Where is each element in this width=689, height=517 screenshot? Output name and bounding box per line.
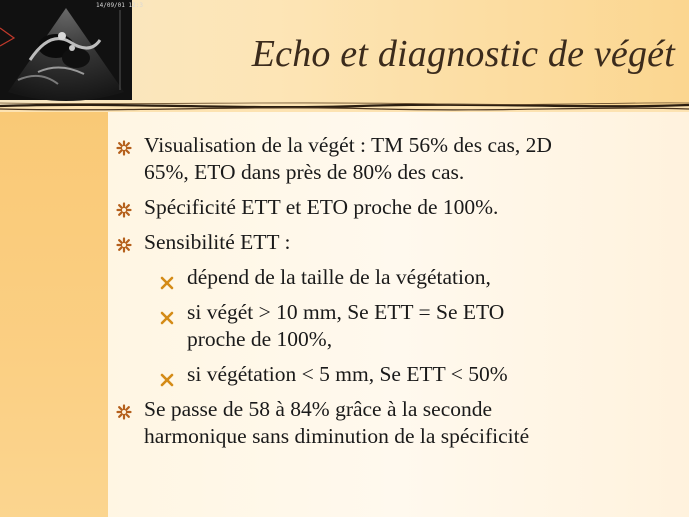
bullet-list <box>116 132 676 458</box>
x-bullet-icon <box>160 367 174 381</box>
bullet-text-line: 65%, ETO dans près de 80% des cas. <box>144 160 465 184</box>
ultrasound-scan-graphic <box>0 0 132 100</box>
bullet-item <box>116 132 676 186</box>
sub-bullet-item <box>116 264 676 291</box>
asterisk-bullet-icon <box>116 136 132 152</box>
asterisk-bullet-icon <box>116 400 132 416</box>
image-timestamp: 14/09/01 12:3 <box>96 2 143 9</box>
sub-bullet-item <box>116 299 676 353</box>
bullet-text-line: Sensibilité ETT : <box>144 230 291 254</box>
x-bullet-icon <box>160 270 174 284</box>
asterisk-bullet-icon <box>116 233 132 249</box>
bullet-text-line: harmonique sans diminution de la spécificité <box>144 424 530 448</box>
bullet-item <box>116 396 676 450</box>
bullet-text-line: Se passe de 58 à 84% grâce à la seconde <box>144 397 493 421</box>
sub-bullet-item <box>116 361 676 388</box>
echocardiogram-image <box>0 0 143 100</box>
x-bullet-icon <box>160 305 174 319</box>
asterisk-bullet-icon <box>116 198 132 214</box>
bullet-item <box>116 229 676 256</box>
bullet-text-line: dépend de la taille de la végétation, <box>187 265 491 289</box>
bullet-text-line: Visualisation de la végét : TM 56% des cas, 2D <box>144 133 552 157</box>
bullet-text-line: Spécificité ETT et ETO proche de 100%. <box>144 195 499 219</box>
header-divider <box>0 100 689 114</box>
bullet-text-line: si végét > 10 mm, Se ETT = Se ETO <box>187 300 505 324</box>
bullet-text-line: si végétation < 5 mm, Se ETT < 50% <box>187 362 508 386</box>
left-accent-band <box>0 112 108 517</box>
bullet-text-line: proche de 100%, <box>187 327 333 351</box>
bullet-item <box>116 194 676 221</box>
slide-title: Echo et diagnostic de végét <box>251 33 675 75</box>
